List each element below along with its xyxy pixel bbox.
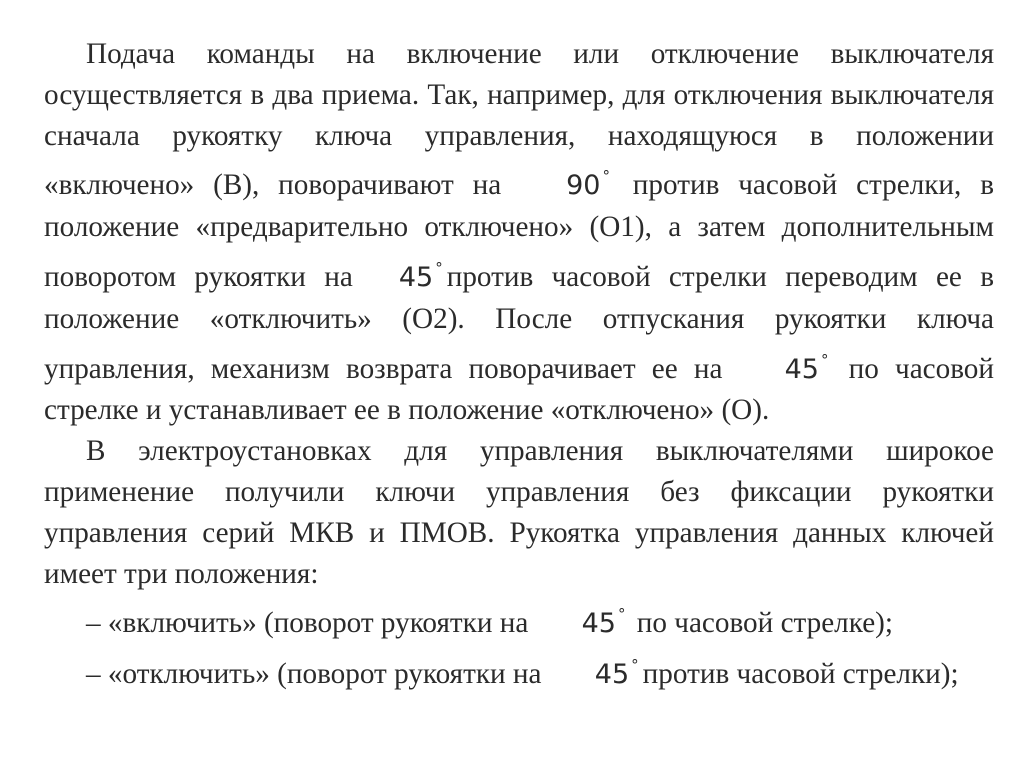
paragraph-switching-procedure [44,34,994,431]
list-item-switch-on [44,594,994,645]
text-segment: против часовой стрелки); [642,658,959,691]
text-segment: Подача команды на включение или отключение выключателя осуществляется в два приема. Так, например, для отключения выключателя сначала рукоятку ключа управления, находящуюся в положении «включено» (В), поворачивают на [44,38,994,202]
angle-45-degrees: 45 ° [594,656,639,691]
angle-45-degrees: 45 ° [581,605,626,640]
text-segment: против часовой стрелки, в положение «предварительно отключено» (О1), а затем дополнительным поворотом рукоятки на [44,169,994,293]
text-segment: по часовой стрелке и устанавливает ее в положение «отключено» (О). [44,352,995,427]
angle-45-degrees: 45 ° [398,258,443,293]
list-item-switch-off [44,645,994,696]
paragraph-control-keys [44,431,994,594]
text-segment: – «отключить» (поворот рукоятки на [86,658,542,691]
text-segment: В электроустановках для управления выключателями широкое применение получили ключи управления без фиксации рукоятки управления серий МКВ и ПМОВ. Рукоятка управления данных ключей имеет три положения: [44,435,994,590]
text-segment: против часовой стрелки переводим ее в положение «отключить» (О2). После отпускания рукоятки ключа управления, механизм возврата поворачивает ее на [44,260,994,385]
angle-90-degrees: 90 ° [566,167,610,202]
angle-45-degrees: 45 ° [784,350,829,385]
text-segment: – «включить» (поворот рукоятки на [86,607,529,640]
document-body [44,34,994,696]
text-segment: по часовой стрелке); [636,607,893,640]
